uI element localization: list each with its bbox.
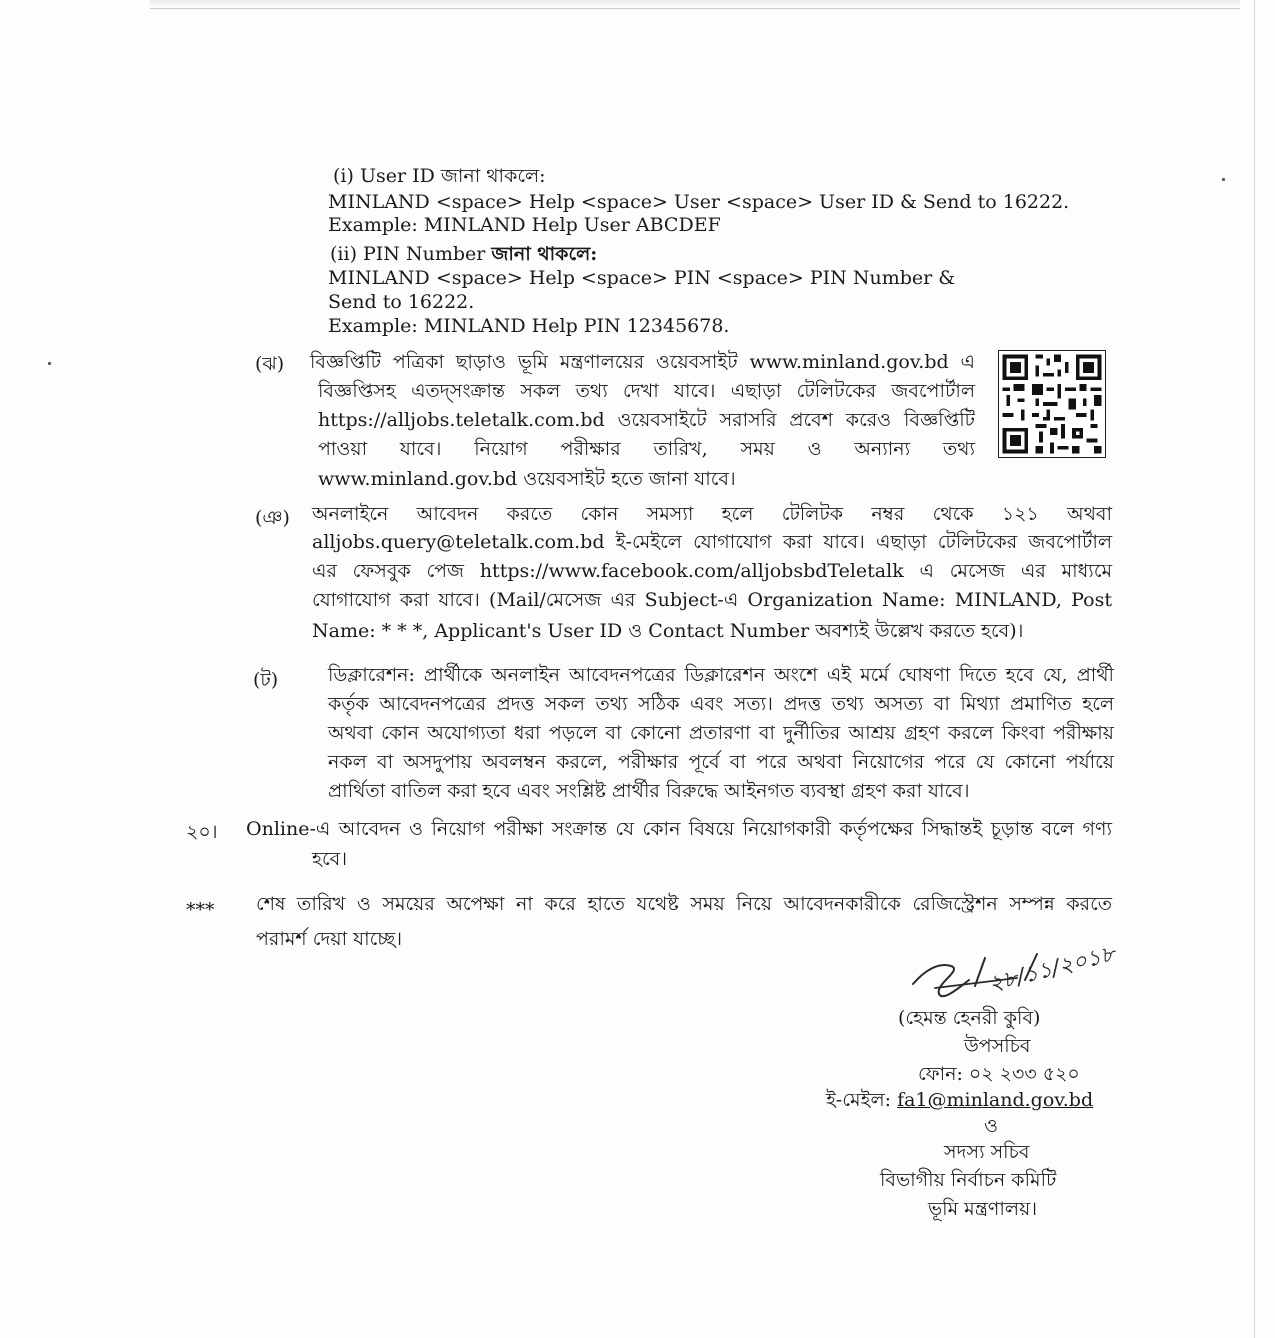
item-ta-line: প্রার্থিতা বাতিল করা হবে এবং সংশ্লিষ্ট প্রার্থীর বিরুদ্ধে আইনগত ব্যবস্থা গ্রহণ করা যাবে।: [328, 780, 970, 802]
item-ta-line: কর্তৃক আবেদনপত্রের প্রদত্ত সকল তথ্য সঠিক এবং সত্য। প্রদত্ত তথ্য অসত্য বা মিথ্যা প্রমাণিত হলে: [328, 693, 1114, 715]
signatory-phone: ফোন: ০২ ২৩৩ ৫২০: [918, 1063, 1080, 1085]
item-nya-line: Name: * * *, Applicant's User ID ও Contact Number অবশ্যই উল্লেখ করতে হবে)।: [312, 620, 1024, 642]
sms-user-id-format: MINLAND <space> Help <space> User <space> User ID & Send to 16222.: [328, 191, 1070, 213]
item-ta-line: ডিক্লারেশন: প্রার্থীকে অনলাইন আবেদনপত্রের ডিক্লারেশন অংশে এই মর্মে ঘোষণা দিতে হবে যে, প্রার্থী: [328, 664, 1114, 686]
signatory-designation: উপসচিব: [964, 1035, 1031, 1057]
item-nya-marker: (ঞ): [255, 507, 290, 529]
sms-user-id-example: Example: MINLAND Help User ABCDEF: [328, 214, 721, 236]
item-jha-line: বিজ্ঞপ্তিসহ এতদ্‌সংক্রান্ত সকল তথ্য দেখা যাবে। এছাড়া টেলিটকের জবপোর্টাল: [318, 380, 975, 402]
signatory-ministry: ভূমি মন্ত্রণালয়।: [928, 1198, 1038, 1220]
item-ta-line: অথবা কোন অযোগ্যতা ধরা পড়লে বা কোনো প্রতারণা বা দুর্নীতির আশ্রয় গ্রহণ করলে কিংবা পরীক্ষায়: [328, 722, 1114, 744]
scan-speck: [1222, 178, 1225, 181]
item-stars-line: পরামর্শ দেয়া যাচ্ছে।: [256, 928, 402, 950]
scan-edge-right: [1254, 0, 1259, 1338]
scan-edge-top: [150, 0, 1240, 9]
item-nya-line: অনলাইনে আবেদন করতে কোন সমস্যা হলে টেলিটক নম্বর থেকে ১২১ অথবা: [312, 503, 1112, 525]
item-20-line: হবে।: [312, 848, 347, 870]
item-ta-marker: (ট): [253, 669, 279, 691]
item-ta-line: নকল বা অসদুপায় অবলম্বন করলে, পরীক্ষার পূর্বে বা পরে অথবা নিয়োগের পরে যে কোনো পর্যায়ে: [328, 751, 1114, 773]
signatory-role: সদস্য সচিব: [944, 1141, 1030, 1163]
qr-code-icon: [998, 350, 1106, 458]
sms-pin-example: Example: MINLAND Help PIN 12345678.: [328, 315, 730, 337]
email-link[interactable]: fa1@minland.gov.bd: [897, 1089, 1094, 1111]
sms-user-id-title: (i) User ID জানা থাকলে:: [333, 165, 546, 187]
item-jha-line: www.minland.gov.bd ওয়েবসাইট হতে জানা যাবে।: [318, 468, 736, 490]
item-20-line: Online-এ আবেদন ও নিয়োগ পরীক্ষা সংক্রান্ত যে কোন বিষয়ে নিয়োগকারী কর্তৃপক্ষের সিদ্ধান্তই চূড়ান্ত বলে গণ্য: [246, 818, 1112, 840]
item-jha-line: https://alljobs.teletalk.com.bd ওয়েবসাইটে সরাসরি প্রবেশ করেও বিজ্ঞপ্তিটি: [318, 409, 975, 431]
item-nya-line: alljobs.query@teletalk.com.bd ই-মেইলে যোগাযোগ করা যাবে। এছাড়া টেলিটকের জবপোর্টাল: [312, 531, 1112, 553]
scan-speck: [48, 362, 51, 365]
email-label: ই-মেইল:: [826, 1089, 892, 1111]
item-jha-line: পাওয়া যাবে। নিয়োগ পরীক্ষার তারিখ, সময় ও অন্যান্য তথ্য: [318, 438, 975, 460]
sms-pin-format-line1: MINLAND <space> Help <space> PIN <space> PIN Number &: [328, 267, 956, 289]
item-stars-marker: ***: [186, 899, 215, 921]
sms-pin-title: (ii) PIN Number জানা থাকলে:: [330, 243, 598, 265]
item-jha-line: বিজ্ঞপ্তিটি পত্রিকা ছাড়াও ভূমি মন্ত্রণালয়ের ওয়েবসাইট www.minland.gov.bd এ: [310, 351, 975, 373]
signatory-email-row: [826, 1088, 1093, 1112]
svg-text:২৮/১১/২০১৮: ২৮/১১/২০১৮: [986, 941, 1118, 998]
signatory-and: ও: [984, 1115, 998, 1137]
signatory-name: (হেমন্ত হেনরী কুবি): [898, 1007, 1041, 1029]
signatory-committee: বিভাগীয় নির্বাচন কমিটি: [880, 1169, 1057, 1191]
item-stars-line: শেষ তারিখ ও সময়ের অপেক্ষা না করে হাতে যথেষ্ট সময় নিয়ে আবেদনকারীকে রেজিস্ট্রেশন সম্পন্ন করতে: [256, 893, 1112, 915]
sms-pin-format-line2: Send to 16222.: [328, 291, 475, 313]
item-nya-line: যোগাযোগ করা যাবে। (Mail/মেসেজ এর Subject-এ Organization Name: MINLAND, Post: [312, 589, 1112, 611]
item-jha-marker: (ঝ): [255, 353, 285, 375]
handwritten-signature-date: [905, 940, 1120, 1010]
item-20-marker: ২০।: [186, 821, 218, 843]
item-nya-line: এর ফেসবুক পেজ https://www.facebook.com/alljobsbdTeletalk এ মেসেজ এর মাধ্যমে: [312, 560, 1112, 582]
